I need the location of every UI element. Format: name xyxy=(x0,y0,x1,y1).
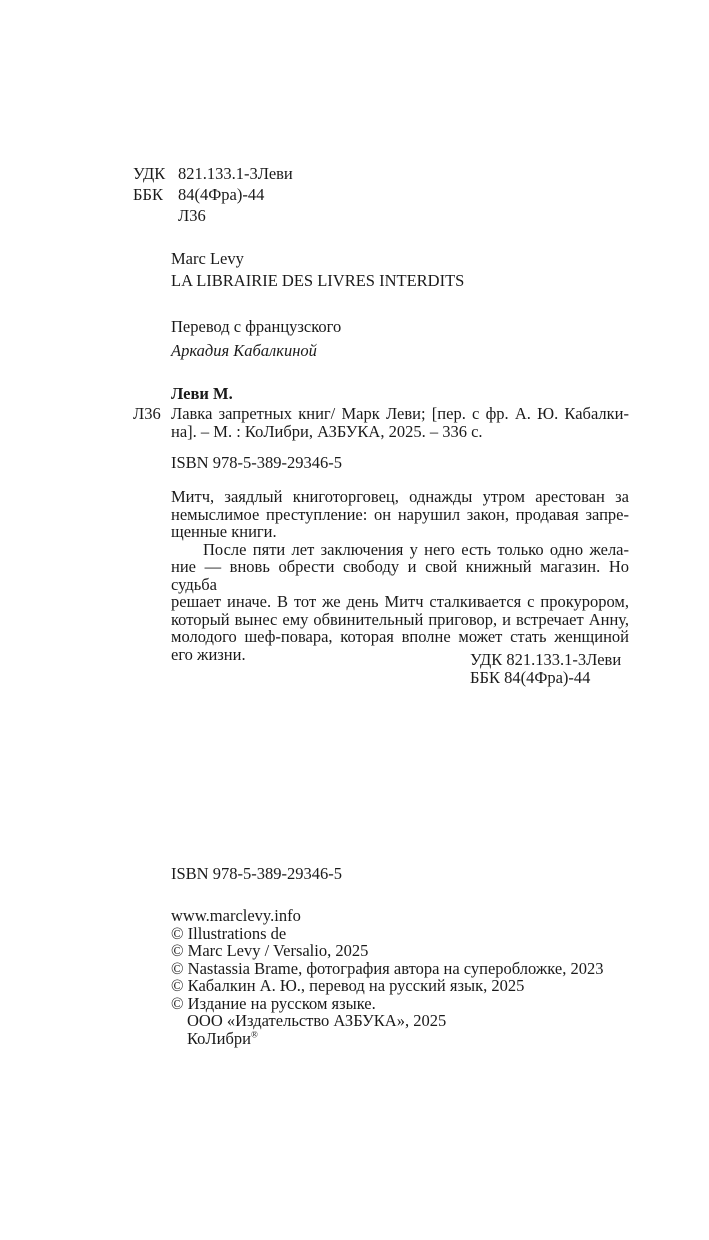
annotation-line: его жизни. xyxy=(171,644,246,664)
copyright-line: © Кабалкин А. Ю., перевод на русский язык, 2025 xyxy=(171,976,525,995)
footer-isbn: ISBN 978-5-389-29346-5 xyxy=(171,864,342,883)
imprint-line xyxy=(171,1030,641,1048)
udk-value: 821.133.1-3Леви xyxy=(178,164,293,183)
annotation-line: решает иначе. В тот же день Митч сталкивается с прокурором, xyxy=(171,592,629,611)
author-mark: Л36 xyxy=(178,206,206,225)
publisher-line: ООО «Издательство АЗБУКА», 2025 xyxy=(187,1011,447,1030)
annotation-line: который вынес ему обвинительный приговор, и встречает Анну, xyxy=(171,609,629,629)
copyright-block xyxy=(171,907,641,1047)
annotation xyxy=(171,488,629,663)
copyright-line: © Marc Levy / Versalio, 2025 xyxy=(171,941,369,960)
bbk-value: 84(4Фра)-44 xyxy=(178,185,265,204)
website: www.marclevy.info xyxy=(171,906,301,925)
catalog-heading: Леви М. xyxy=(171,384,233,403)
annotation-line: Митч, заядлый книготорговец, однажды утром арестован за xyxy=(171,487,629,506)
translation-line: Перевод с французского xyxy=(171,317,342,336)
original-author: Marc Levy xyxy=(171,249,244,268)
catalog-description xyxy=(171,405,629,440)
annotation-line: молодого шеф-повара, которая вполне может стать женщиной xyxy=(171,627,629,646)
udk-label: УДК xyxy=(133,164,166,183)
catalog-line: Лавка запретных книг/ Марк Леви; [пер. с фр. А. Ю. Кабалки- xyxy=(171,404,629,423)
imprint-name: КоЛибри xyxy=(187,1028,251,1048)
catalog-mark: Л36 xyxy=(133,404,161,423)
bbk-label: ББК xyxy=(133,185,163,204)
catalog-line: на]. – М. : КоЛибри, АЗБУКА, 2025. – 336 с. xyxy=(171,421,483,441)
classification-bbk: ББК 84(4Фра)-44 xyxy=(470,668,591,687)
annotation-line: немыслимое преступление: он нарушил закон, продавая запре- xyxy=(171,504,629,524)
original-title: LA LIBRAIRIE DES LIVRES INTERDITS xyxy=(171,271,465,290)
annotation-line: ние — вновь обрести свободу и свой книжный магазин. Но судьба xyxy=(171,557,629,594)
registered-mark: ® xyxy=(250,1029,258,1039)
annotation-line: щенные книги. xyxy=(171,522,277,541)
copyright-line: © Издание на русском языке. xyxy=(171,993,376,1013)
translator-name: Аркадия Кабалкиной xyxy=(171,341,317,360)
catalog-isbn: ISBN 978-5-389-29346-5 xyxy=(171,453,342,472)
copyright-line: © Illustrations de xyxy=(171,923,287,943)
annotation-line: После пяти лет заключения у него есть только одно жела- xyxy=(203,539,629,559)
classification-udk: УДК 821.133.1-3Леви xyxy=(470,650,622,669)
copyright-line: © Nastassia Brame, фотография автора на суперобложке, 2023 xyxy=(171,958,604,978)
